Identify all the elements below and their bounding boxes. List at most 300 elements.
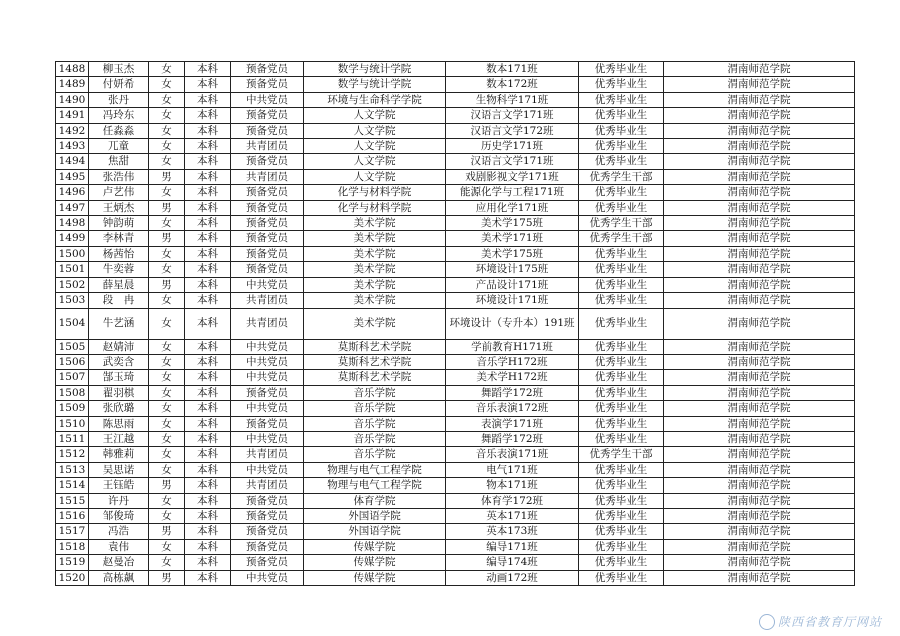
roster-body: [56, 62, 855, 586]
political-status-cell: 共青团员: [231, 478, 304, 493]
gender-cell: 女: [149, 62, 185, 77]
college-cell: 音乐学院: [304, 385, 446, 400]
student-name-cell: 焦甜: [89, 154, 149, 169]
student-name-cell: 赵曼冶: [89, 555, 149, 570]
college-cell: 人文学院: [304, 154, 446, 169]
gender-cell: 女: [149, 154, 185, 169]
college-cell: 美术学院: [304, 308, 446, 339]
gender-cell: 女: [149, 216, 185, 231]
degree-cell: 本科: [185, 123, 231, 138]
row-number-cell: 1490: [56, 92, 89, 107]
gender-cell: 男: [149, 200, 185, 215]
student-name-cell: 王江越: [89, 431, 149, 446]
political-status-cell: 预备党员: [231, 493, 304, 508]
row-number-cell: 1491: [56, 108, 89, 123]
school-cell: 渭南师范学院: [664, 62, 855, 77]
class-name-cell: 数本172班: [446, 77, 579, 92]
honor-cell: 优秀毕业生: [579, 539, 664, 554]
degree-cell: 本科: [185, 339, 231, 354]
college-cell: 物理与电气工程学院: [304, 478, 446, 493]
gender-cell: 女: [149, 77, 185, 92]
college-cell: 美术学院: [304, 293, 446, 308]
school-cell: 渭南师范学院: [664, 123, 855, 138]
political-status-cell: 中共党员: [231, 277, 304, 292]
school-cell: 渭南师范学院: [664, 524, 855, 539]
degree-cell: 本科: [185, 200, 231, 215]
school-cell: 渭南师范学院: [664, 154, 855, 169]
political-status-cell: 预备党员: [231, 185, 304, 200]
table-row: [56, 570, 855, 585]
honor-cell: 优秀毕业生: [579, 154, 664, 169]
gender-cell: 男: [149, 169, 185, 184]
college-cell: 音乐学院: [304, 447, 446, 462]
degree-cell: 本科: [185, 354, 231, 369]
degree-cell: 本科: [185, 493, 231, 508]
political-status-cell: 中共党员: [231, 462, 304, 477]
degree-cell: 本科: [185, 508, 231, 523]
gender-cell: 女: [149, 92, 185, 107]
gender-cell: 女: [149, 416, 185, 431]
row-number-cell: 1507: [56, 370, 89, 385]
student-name-cell: 牛奕蓉: [89, 262, 149, 277]
student-name-cell: 段 冉: [89, 293, 149, 308]
honor-cell: 优秀毕业生: [579, 139, 664, 154]
honor-cell: 优秀毕业生: [579, 416, 664, 431]
honor-cell: 优秀毕业生: [579, 493, 664, 508]
gender-cell: 女: [149, 555, 185, 570]
class-name-cell: 表演学171班: [446, 416, 579, 431]
class-name-cell: 美术学171班: [446, 231, 579, 246]
honor-cell: 优秀毕业生: [579, 262, 664, 277]
honor-cell: 优秀毕业生: [579, 293, 664, 308]
gender-cell: 女: [149, 539, 185, 554]
school-cell: 渭南师范学院: [664, 431, 855, 446]
gender-cell: 女: [149, 185, 185, 200]
college-cell: 化学与材料学院: [304, 200, 446, 215]
gender-cell: 女: [149, 401, 185, 416]
row-number-cell: 1508: [56, 385, 89, 400]
gender-cell: 女: [149, 493, 185, 508]
college-cell: 传媒学院: [304, 570, 446, 585]
class-name-cell: 能源化学与工程171班: [446, 185, 579, 200]
table-row: [56, 370, 855, 385]
degree-cell: 本科: [185, 401, 231, 416]
student-name-cell: 冯玲东: [89, 108, 149, 123]
college-cell: 莫斯科艺术学院: [304, 339, 446, 354]
college-cell: 美术学院: [304, 216, 446, 231]
class-name-cell: 编导171班: [446, 539, 579, 554]
row-number-cell: 1504: [56, 308, 89, 339]
political-status-cell: 共青团员: [231, 293, 304, 308]
college-cell: 外国语学院: [304, 524, 446, 539]
degree-cell: 本科: [185, 524, 231, 539]
school-cell: 渭南师范学院: [664, 92, 855, 107]
honor-cell: 优秀毕业生: [579, 524, 664, 539]
gender-cell: 女: [149, 139, 185, 154]
honor-cell: 优秀毕业生: [579, 462, 664, 477]
school-cell: 渭南师范学院: [664, 447, 855, 462]
school-cell: 渭南师范学院: [664, 370, 855, 385]
gender-cell: 女: [149, 431, 185, 446]
gender-cell: 女: [149, 508, 185, 523]
student-name-cell: 柳玉杰: [89, 62, 149, 77]
political-status-cell: 预备党员: [231, 77, 304, 92]
honor-cell: 优秀毕业生: [579, 185, 664, 200]
degree-cell: 本科: [185, 92, 231, 107]
degree-cell: 本科: [185, 262, 231, 277]
political-status-cell: 中共党员: [231, 401, 304, 416]
row-number-cell: 1512: [56, 447, 89, 462]
college-cell: 音乐学院: [304, 401, 446, 416]
row-number-cell: 1517: [56, 524, 89, 539]
school-cell: 渭南师范学院: [664, 462, 855, 477]
class-name-cell: 美术学175班: [446, 246, 579, 261]
degree-cell: 本科: [185, 431, 231, 446]
table-row: [56, 447, 855, 462]
school-cell: 渭南师范学院: [664, 570, 855, 585]
class-name-cell: 学前教育H171班: [446, 339, 579, 354]
degree-cell: 本科: [185, 293, 231, 308]
table-row: [56, 108, 855, 123]
political-status-cell: 共青团员: [231, 447, 304, 462]
student-name-cell: 付妍希: [89, 77, 149, 92]
honor-cell: 优秀毕业生: [579, 570, 664, 585]
student-name-cell: 邹俊琦: [89, 508, 149, 523]
class-name-cell: 戏剧影视文学171班: [446, 169, 579, 184]
college-cell: 美术学院: [304, 262, 446, 277]
student-name-cell: 翟羽棋: [89, 385, 149, 400]
row-number-cell: 1499: [56, 231, 89, 246]
gender-cell: 女: [149, 246, 185, 261]
honor-cell: 优秀学生干部: [579, 169, 664, 184]
honor-cell: 优秀学生干部: [579, 231, 664, 246]
college-cell: 环境与生命科学学院: [304, 92, 446, 107]
college-cell: 数学与统计学院: [304, 77, 446, 92]
degree-cell: 本科: [185, 462, 231, 477]
school-cell: 渭南师范学院: [664, 231, 855, 246]
political-status-cell: 中共党员: [231, 431, 304, 446]
student-name-cell: 武奕含: [89, 354, 149, 369]
class-name-cell: 舞蹈学172班: [446, 431, 579, 446]
class-name-cell: 环境设计171班: [446, 293, 579, 308]
table-row: [56, 431, 855, 446]
political-status-cell: 预备党员: [231, 108, 304, 123]
political-status-cell: 预备党员: [231, 508, 304, 523]
political-status-cell: 中共党员: [231, 92, 304, 107]
school-cell: 渭南师范学院: [664, 493, 855, 508]
political-status-cell: 共青团员: [231, 308, 304, 339]
student-name-cell: 陈思雨: [89, 416, 149, 431]
gender-cell: 女: [149, 370, 185, 385]
class-name-cell: 汉语言文学171班: [446, 154, 579, 169]
degree-cell: 本科: [185, 416, 231, 431]
school-cell: 渭南师范学院: [664, 385, 855, 400]
gender-cell: 男: [149, 524, 185, 539]
gender-cell: 女: [149, 385, 185, 400]
student-name-cell: 冯浩: [89, 524, 149, 539]
college-cell: 物理与电气工程学院: [304, 462, 446, 477]
class-name-cell: 体育学172班: [446, 493, 579, 508]
degree-cell: 本科: [185, 216, 231, 231]
college-cell: 人文学院: [304, 139, 446, 154]
school-cell: 渭南师范学院: [664, 308, 855, 339]
student-name-cell: 吴思诺: [89, 462, 149, 477]
college-cell: 外国语学院: [304, 508, 446, 523]
watermark: [759, 613, 882, 631]
college-cell: 人文学院: [304, 123, 446, 138]
table-row: [56, 478, 855, 493]
row-number-cell: 1505: [56, 339, 89, 354]
student-name-cell: 张欣璐: [89, 401, 149, 416]
school-cell: 渭南师范学院: [664, 539, 855, 554]
student-name-cell: 杨茜怡: [89, 246, 149, 261]
political-status-cell: 预备党员: [231, 524, 304, 539]
row-number-cell: 1516: [56, 508, 89, 523]
row-number-cell: 1501: [56, 262, 89, 277]
student-name-cell: 任淼淼: [89, 123, 149, 138]
table-row: [56, 216, 855, 231]
student-name-cell: 张丹: [89, 92, 149, 107]
school-cell: 渭南师范学院: [664, 77, 855, 92]
political-status-cell: 中共党员: [231, 570, 304, 585]
class-name-cell: 汉语言文学171班: [446, 108, 579, 123]
school-cell: 渭南师范学院: [664, 354, 855, 369]
college-cell: 美术学院: [304, 231, 446, 246]
table-row: [56, 524, 855, 539]
school-cell: 渭南师范学院: [664, 416, 855, 431]
class-name-cell: 动画172班: [446, 570, 579, 585]
gender-cell: 女: [149, 108, 185, 123]
row-number-cell: 1519: [56, 555, 89, 570]
student-name-cell: 王钰皓: [89, 478, 149, 493]
watermark-text: 陕西省教育厅网站: [777, 614, 882, 629]
table-row: [56, 262, 855, 277]
row-number-cell: 1492: [56, 123, 89, 138]
gender-cell: 男: [149, 570, 185, 585]
student-name-cell: 卢艺伟: [89, 185, 149, 200]
student-name-cell: 许丹: [89, 493, 149, 508]
class-name-cell: 产品设计171班: [446, 277, 579, 292]
row-number-cell: 1510: [56, 416, 89, 431]
college-cell: 莫斯科艺术学院: [304, 370, 446, 385]
honor-cell: 优秀毕业生: [579, 77, 664, 92]
political-status-cell: 预备党员: [231, 555, 304, 570]
row-number-cell: 1496: [56, 185, 89, 200]
gender-cell: 女: [149, 293, 185, 308]
student-name-cell: 韩雅莉: [89, 447, 149, 462]
table-row: [56, 62, 855, 77]
degree-cell: 本科: [185, 62, 231, 77]
school-cell: 渭南师范学院: [664, 262, 855, 277]
row-number-cell: 1514: [56, 478, 89, 493]
table-row: [56, 493, 855, 508]
college-cell: 音乐学院: [304, 416, 446, 431]
honor-cell: 优秀学生干部: [579, 447, 664, 462]
college-cell: 人文学院: [304, 108, 446, 123]
honor-cell: 优秀毕业生: [579, 123, 664, 138]
honor-cell: 优秀毕业生: [579, 108, 664, 123]
honor-cell: 优秀毕业生: [579, 555, 664, 570]
table-row: [56, 246, 855, 261]
table-row: [56, 185, 855, 200]
honor-cell: 优秀毕业生: [579, 431, 664, 446]
roster-table: [55, 61, 855, 586]
table-row: [56, 462, 855, 477]
degree-cell: 本科: [185, 570, 231, 585]
table-row: [56, 77, 855, 92]
row-number-cell: 1498: [56, 216, 89, 231]
degree-cell: 本科: [185, 246, 231, 261]
degree-cell: 本科: [185, 370, 231, 385]
political-status-cell: 预备党员: [231, 200, 304, 215]
row-number-cell: 1500: [56, 246, 89, 261]
class-name-cell: 物本171班: [446, 478, 579, 493]
class-name-cell: 英本171班: [446, 508, 579, 523]
honor-cell: 优秀毕业生: [579, 354, 664, 369]
degree-cell: 本科: [185, 478, 231, 493]
gender-cell: 女: [149, 123, 185, 138]
table-row: [56, 154, 855, 169]
degree-cell: 本科: [185, 308, 231, 339]
political-status-cell: 预备党员: [231, 246, 304, 261]
political-status-cell: 预备党员: [231, 539, 304, 554]
table-row: [56, 169, 855, 184]
college-cell: 音乐学院: [304, 431, 446, 446]
row-number-cell: 1493: [56, 139, 89, 154]
student-name-cell: 牛艺涵: [89, 308, 149, 339]
class-name-cell: 舞蹈学172班: [446, 385, 579, 400]
political-status-cell: 中共党员: [231, 370, 304, 385]
honor-cell: 优秀毕业生: [579, 385, 664, 400]
degree-cell: 本科: [185, 154, 231, 169]
student-name-cell: 王炳杰: [89, 200, 149, 215]
school-cell: 渭南师范学院: [664, 508, 855, 523]
college-cell: 传媒学院: [304, 555, 446, 570]
political-status-cell: 预备党员: [231, 385, 304, 400]
school-cell: 渭南师范学院: [664, 108, 855, 123]
table-row: [56, 200, 855, 215]
table-row: [56, 539, 855, 554]
student-name-cell: 赵婧沛: [89, 339, 149, 354]
degree-cell: 本科: [185, 108, 231, 123]
honor-cell: 优秀毕业生: [579, 401, 664, 416]
class-name-cell: 汉语言文学172班: [446, 123, 579, 138]
degree-cell: 本科: [185, 169, 231, 184]
honor-cell: 优秀毕业生: [579, 92, 664, 107]
honor-cell: 优秀毕业生: [579, 200, 664, 215]
table-row: [56, 555, 855, 570]
honor-cell: 优秀学生干部: [579, 216, 664, 231]
row-number-cell: 1511: [56, 431, 89, 446]
college-cell: 传媒学院: [304, 539, 446, 554]
class-name-cell: 美术学H172班: [446, 370, 579, 385]
school-cell: 渭南师范学院: [664, 169, 855, 184]
degree-cell: 本科: [185, 385, 231, 400]
political-status-cell: 预备党员: [231, 62, 304, 77]
table-row: [56, 339, 855, 354]
row-number-cell: 1520: [56, 570, 89, 585]
college-cell: 美术学院: [304, 246, 446, 261]
degree-cell: 本科: [185, 447, 231, 462]
class-name-cell: 音乐学H172班: [446, 354, 579, 369]
class-name-cell: 应用化学171班: [446, 200, 579, 215]
class-name-cell: 环境设计（专升本）191班: [446, 308, 579, 339]
college-cell: 体育学院: [304, 493, 446, 508]
college-cell: 美术学院: [304, 277, 446, 292]
student-name-cell: 郜玉琦: [89, 370, 149, 385]
college-cell: 人文学院: [304, 169, 446, 184]
school-cell: 渭南师范学院: [664, 139, 855, 154]
college-cell: 数学与统计学院: [304, 62, 446, 77]
class-name-cell: 电气171班: [446, 462, 579, 477]
student-name-cell: 兀童: [89, 139, 149, 154]
row-number-cell: 1503: [56, 293, 89, 308]
school-cell: 渭南师范学院: [664, 293, 855, 308]
school-cell: 渭南师范学院: [664, 401, 855, 416]
row-number-cell: 1494: [56, 154, 89, 169]
class-name-cell: 音乐表演171班: [446, 447, 579, 462]
class-name-cell: 音乐表演172班: [446, 401, 579, 416]
gender-cell: 男: [149, 277, 185, 292]
row-number-cell: 1509: [56, 401, 89, 416]
political-status-cell: 中共党员: [231, 354, 304, 369]
student-name-cell: 高栋飙: [89, 570, 149, 585]
row-number-cell: 1489: [56, 77, 89, 92]
degree-cell: 本科: [185, 277, 231, 292]
table-row: [56, 139, 855, 154]
political-status-cell: 共青团员: [231, 169, 304, 184]
table-row: [56, 354, 855, 369]
honor-cell: 优秀毕业生: [579, 246, 664, 261]
college-cell: 化学与材料学院: [304, 185, 446, 200]
gender-cell: 女: [149, 447, 185, 462]
table-row: [56, 308, 855, 339]
political-status-cell: 预备党员: [231, 216, 304, 231]
school-cell: 渭南师范学院: [664, 185, 855, 200]
college-cell: 莫斯科艺术学院: [304, 354, 446, 369]
degree-cell: 本科: [185, 185, 231, 200]
class-name-cell: 美术学175班: [446, 216, 579, 231]
political-status-cell: 预备党员: [231, 154, 304, 169]
class-name-cell: 环境设计175班: [446, 262, 579, 277]
table-row: [56, 416, 855, 431]
degree-cell: 本科: [185, 555, 231, 570]
student-name-cell: 袁伟: [89, 539, 149, 554]
table-row: [56, 293, 855, 308]
political-status-cell: 预备党员: [231, 123, 304, 138]
table-row: [56, 508, 855, 523]
school-cell: 渭南师范学院: [664, 555, 855, 570]
student-name-cell: 张浩伟: [89, 169, 149, 184]
watermark-logo-icon: [759, 614, 775, 630]
degree-cell: 本科: [185, 77, 231, 92]
student-name-cell: 薛星晨: [89, 277, 149, 292]
table-row: [56, 385, 855, 400]
degree-cell: 本科: [185, 231, 231, 246]
row-number-cell: 1513: [56, 462, 89, 477]
row-number-cell: 1497: [56, 200, 89, 215]
table-row: [56, 123, 855, 138]
school-cell: 渭南师范学院: [664, 246, 855, 261]
class-name-cell: 数本171班: [446, 62, 579, 77]
political-status-cell: 预备党员: [231, 416, 304, 431]
degree-cell: 本科: [185, 539, 231, 554]
gender-cell: 女: [149, 354, 185, 369]
degree-cell: 本科: [185, 139, 231, 154]
table-row: [56, 231, 855, 246]
gender-cell: 女: [149, 262, 185, 277]
gender-cell: 女: [149, 339, 185, 354]
